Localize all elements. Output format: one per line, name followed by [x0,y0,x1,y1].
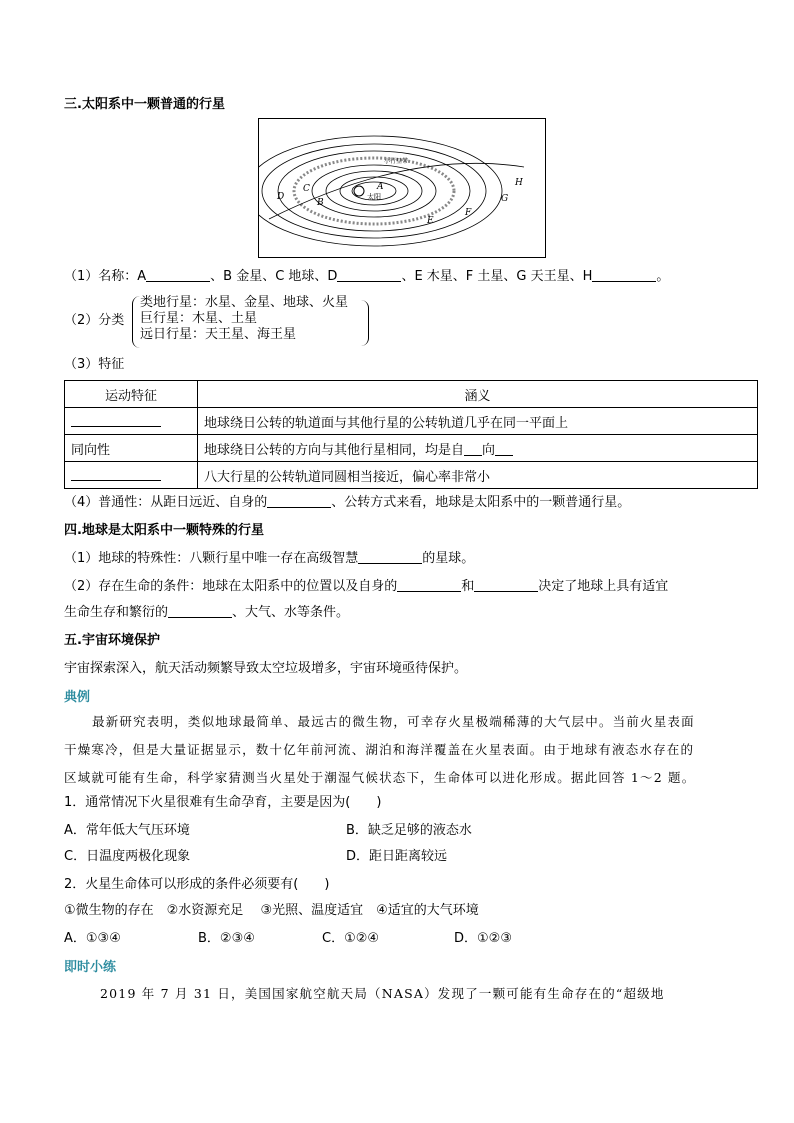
feature-table [64,380,758,489]
table-cell: 同向性 [65,435,198,462]
blank-d[interactable] [337,268,401,282]
table-cell: 地球绕日公转的方向与其他行星相同，均是自 向 [198,435,758,462]
blank-a[interactable] [146,268,210,282]
special-line-3: 生命生存和繁衍的 、大气、水等条件。 [64,605,350,620]
classify-item-terrestrial: 类地行星：水星、金星、地球、火星 [140,295,349,310]
table-cell: 地球绕日公转的轨道面与其他行星的公转轨道几乎在同一平面上 [198,408,758,435]
question-1-stem: 1．通常情况下火星很难有生命孕育，主要是因为( ) [64,795,382,810]
classify-item-distant: 远日行星：天王星、海王星 [140,327,297,342]
svg-text:C: C [303,184,310,194]
svg-text:H: H [515,178,523,188]
example-title: 典例 [64,690,91,705]
section-5-title: 五.宇宙环境保护 [64,633,160,648]
q1-option-a[interactable]: A．常年低大气压环境 [64,823,190,838]
table-row [65,408,758,435]
solar-system-svg [259,119,545,257]
example-para-line: 区域就可能有生命，科学家猜测当火星处于潮湿气候状态下，生命体可以进化形成。据此回答 1～2 题。 [64,770,696,785]
planet-names-line: （1）名称：A 、B 金星、C 地球、D 、E 木星、F 土星、G 天王星、H 。 [64,269,670,284]
question-2-stem: 2．火星生命体可以形成的条件必须要有( ) [64,877,330,892]
q2-option-b[interactable]: B．②③④ [198,931,255,946]
section-4-title: 四.地球是太阳系中一颗特殊的行星 [64,523,264,538]
svg-text:G: G [501,194,509,204]
table-header: 涵义 [198,381,758,408]
table-cell [65,408,198,435]
q2-option-c[interactable]: C．①②④ [322,931,380,946]
commonality-line: （4）普通性：从距日远近、自身的 、公转方式来看，地球是太阳系中的一颗普通行星。 [64,495,631,510]
q1-option-d[interactable]: D．距日距离较远 [346,849,448,864]
question-2-statements: ①微生物的存在 ②水资源充足 ③光照、温度适宜 ④适宜的大气环境 [64,903,479,918]
blank-h[interactable] [592,268,656,282]
svg-text:B: B [317,198,324,208]
section-3-title: 三.太阳系中一颗普通的行星 [64,97,225,112]
table-cell: 八大行星的公转轨道同圆相当接近，偏心率非常小 [198,462,758,489]
svg-text:A: A [377,182,384,192]
table-row [65,435,758,462]
table-cell [65,462,198,489]
sun-label: 太阳 [367,193,381,201]
table-header: 运动特征 [65,381,198,408]
classify-item-giant: 巨行星：木星、土星 [140,311,258,326]
right-brace [358,300,369,346]
svg-text:E: E [427,216,434,226]
practice-title: 即时小练 [64,960,117,975]
solar-system-diagram [258,118,546,258]
special-line-2: （2）存在生命的条件：地球在太阳系中的位置以及自身的 和 决定了地球上具有适宜 [64,579,669,594]
section-5-text: 宇宙探索深入，航天活动频繁导致太空垃圾增多，宇宙环境亟待保护。 [64,661,468,676]
feature-title: （3）特征 [64,357,125,372]
example-para-line: 最新研究表明，类似地球最简单、最远古的微生物，可幸存火星极端稀薄的大气层中。当前火星表面 [92,714,695,729]
q2-option-a[interactable]: A．①③④ [64,931,121,946]
example-para-line: 干燥寒冷，但是大量证据显示，数十亿年前河流、湖泊和海洋覆盖在火星表面。由于地球有液态水存在的 [64,742,695,757]
classify-prefix: （2）分类 [64,313,125,328]
table-row [65,462,758,489]
svg-text:D: D [277,192,285,202]
practice-text: 2019 年 7 月 31 日，美国国家航空航天局（NASA）发现了一颗可能有生命存在的“超级地 [100,986,665,1001]
q1-option-b[interactable]: B．缺乏足够的液态水 [346,823,472,838]
special-line-1: （1）地球的特殊性：八颗行星中唯一存在高级智慧 的星球。 [64,551,475,566]
sun-icon [354,186,364,196]
svg-text:F: F [465,208,472,218]
table-header-row [65,381,758,408]
q2-option-d[interactable]: D．①②③ [454,931,512,946]
asteroid-belt-label: 小行星带 [384,158,409,165]
q1-option-c[interactable]: C．日温度两极化现象 [64,849,191,864]
